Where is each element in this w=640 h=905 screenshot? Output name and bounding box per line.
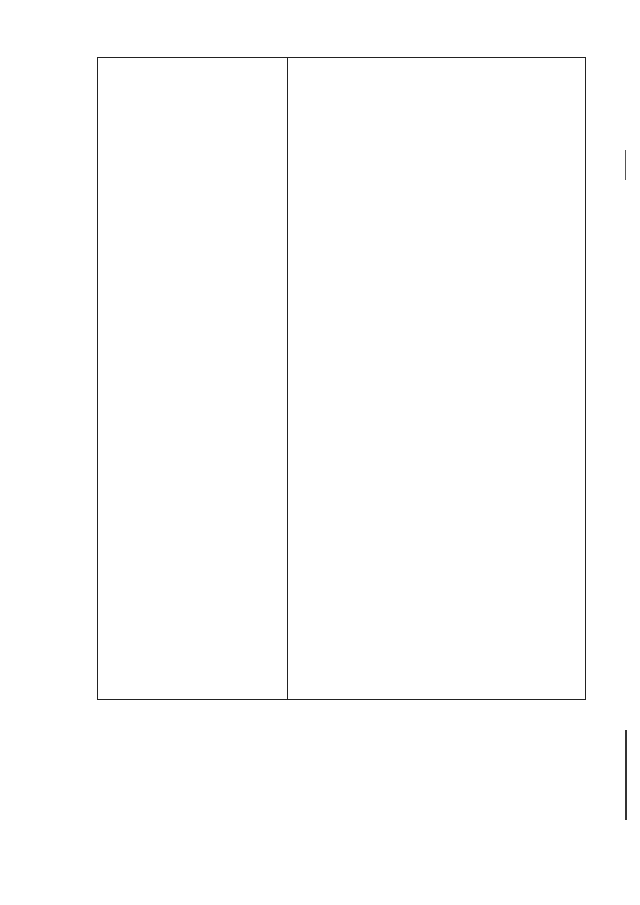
scan-artifact	[625, 150, 626, 180]
right-column-content	[289, 59, 584, 63]
document-table	[97, 57, 586, 700]
scan-artifact	[625, 730, 627, 820]
table-column-divider	[287, 57, 288, 700]
